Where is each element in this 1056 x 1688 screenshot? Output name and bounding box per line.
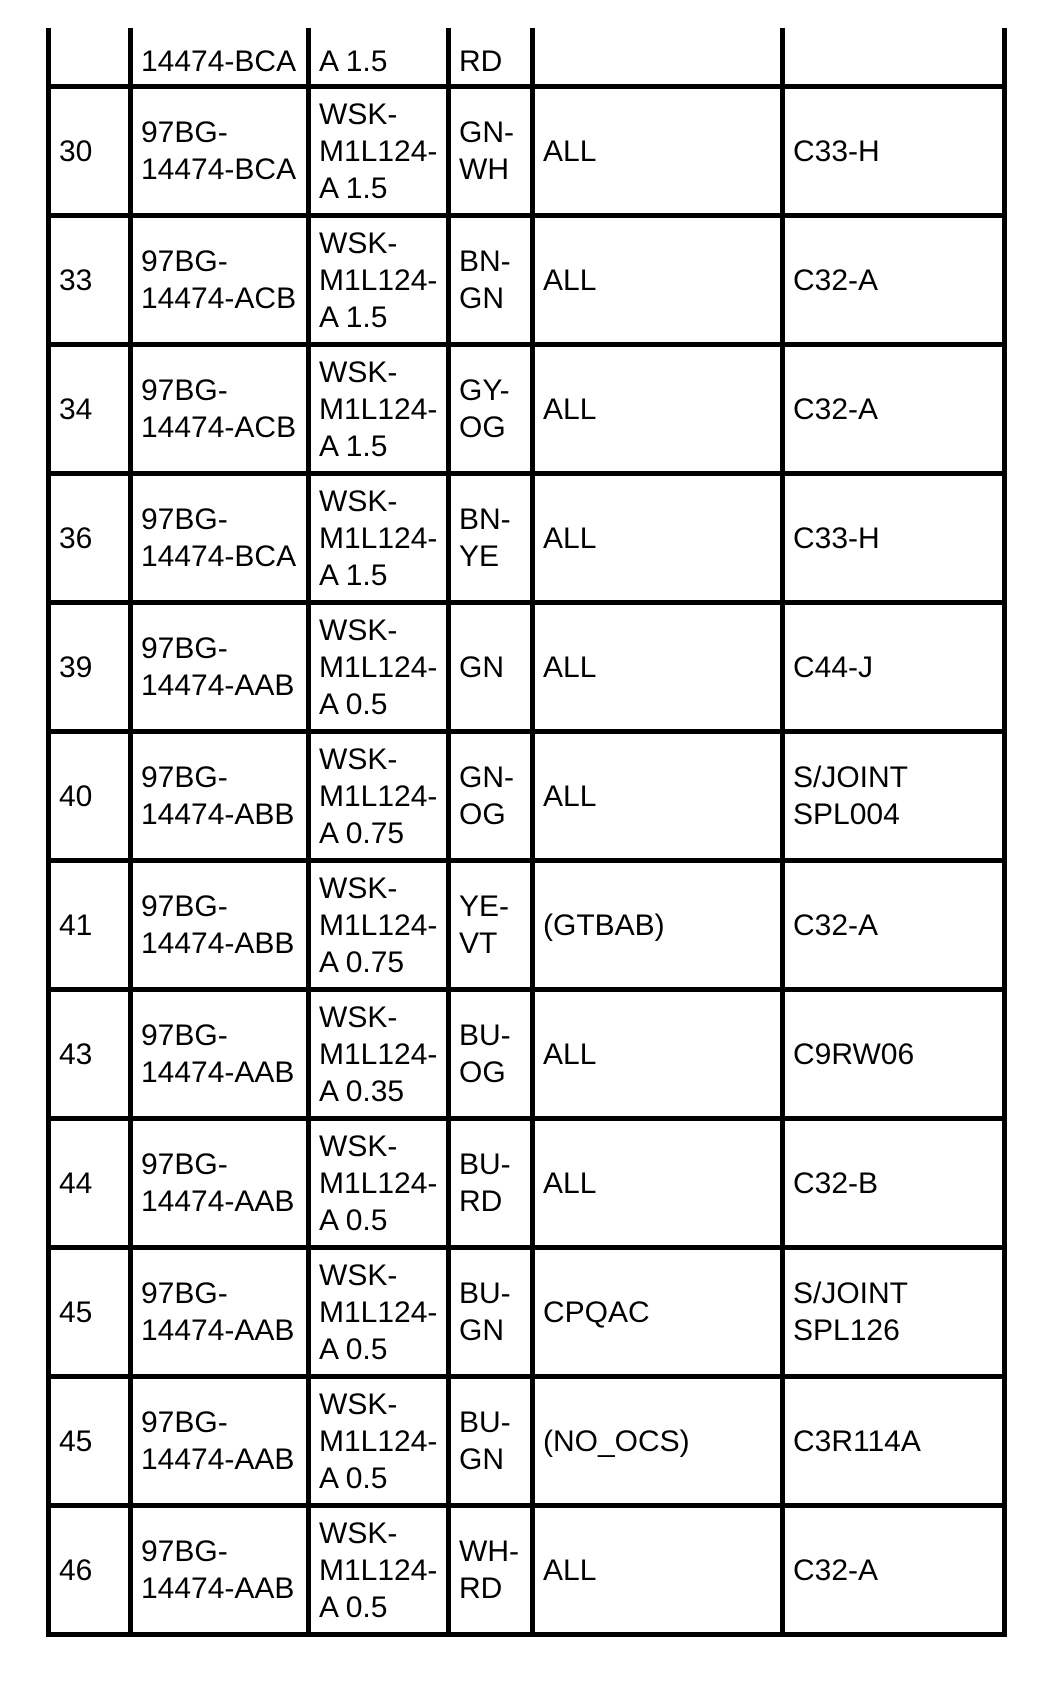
wire-spec-cell: WSK- M1L124- A 0.5 xyxy=(309,603,449,732)
wire-spec-cell: WSK- M1L124- A 1.5 xyxy=(309,216,449,345)
option-cell xyxy=(533,28,783,87)
part-number-cell: 97BG- 14474-AAB xyxy=(131,1119,309,1248)
destination-cell: C3R114A xyxy=(783,1377,1005,1506)
wire-harness-table xyxy=(46,28,1007,1637)
destination-cell: C32-A xyxy=(783,216,1005,345)
table-row xyxy=(49,603,1005,732)
destination-cell: C33-H xyxy=(783,87,1005,216)
part-number-cell: 97BG- 14474-BCA xyxy=(131,87,309,216)
pin-cell: 30 xyxy=(49,87,131,216)
table-row xyxy=(49,345,1005,474)
destination-cell: S/JOINT SPL004 xyxy=(783,732,1005,861)
option-cell: ALL xyxy=(533,474,783,603)
part-number-cell: 97BG- 14474-ACB xyxy=(131,216,309,345)
part-number-cell: 97BG- 14474-AAB xyxy=(131,603,309,732)
part-number-cell: 97BG- 14474-BCA xyxy=(131,474,309,603)
option-cell: (NO_OCS) xyxy=(533,1377,783,1506)
destination-cell: C9RW06 xyxy=(783,990,1005,1119)
pin-cell: 33 xyxy=(49,216,131,345)
option-cell: ALL xyxy=(533,1506,783,1635)
pin-cell: 34 xyxy=(49,345,131,474)
table-row xyxy=(49,1377,1005,1506)
option-cell: ALL xyxy=(533,1119,783,1248)
table-row xyxy=(49,216,1005,345)
table-row xyxy=(49,1506,1005,1635)
wire-spec-cell: WSK- M1L124- A 1.5 xyxy=(309,87,449,216)
color-cell: BU- GN xyxy=(449,1377,533,1506)
pin-cell: 40 xyxy=(49,732,131,861)
table-row xyxy=(49,474,1005,603)
color-cell: WH- RD xyxy=(449,1506,533,1635)
table-row xyxy=(49,861,1005,990)
part-number-cell: 97BG- 14474-ABB xyxy=(131,732,309,861)
part-number-cell: 97BG- 14474-ACB xyxy=(131,345,309,474)
color-cell: BN- YE xyxy=(449,474,533,603)
pin-cell: 43 xyxy=(49,990,131,1119)
option-cell: ALL xyxy=(533,345,783,474)
destination-cell: C32-B xyxy=(783,1119,1005,1248)
option-cell: ALL xyxy=(533,603,783,732)
color-cell: BU- OG xyxy=(449,990,533,1119)
option-cell: ALL xyxy=(533,216,783,345)
part-number-cell: 97BG- 14474-AAB xyxy=(131,1248,309,1377)
pin-cell: 44 xyxy=(49,1119,131,1248)
wire-spec-cell: WSK- M1L124- A 1.5 xyxy=(309,345,449,474)
color-cell: RD xyxy=(449,28,533,87)
part-number-cell: 97BG- 14474-AAB xyxy=(131,990,309,1119)
destination-cell: C32-A xyxy=(783,861,1005,990)
pin-cell: 45 xyxy=(49,1377,131,1506)
table-row xyxy=(49,990,1005,1119)
pin-cell xyxy=(49,28,131,87)
wire-spec-cell: WSK- M1L124- A 0.5 xyxy=(309,1377,449,1506)
color-cell: GY- OG xyxy=(449,345,533,474)
wire-spec-cell: WSK- M1L124- A 0.35 xyxy=(309,990,449,1119)
table-row xyxy=(49,732,1005,861)
color-cell: YE- VT xyxy=(449,861,533,990)
option-cell: ALL xyxy=(533,990,783,1119)
color-cell: GN xyxy=(449,603,533,732)
pin-cell: 39 xyxy=(49,603,131,732)
destination-cell xyxy=(783,28,1005,87)
pin-cell: 41 xyxy=(49,861,131,990)
wire-spec-cell: WSK- M1L124- A 1.5 xyxy=(309,474,449,603)
color-cell: BU- GN xyxy=(449,1248,533,1377)
destination-cell: C32-A xyxy=(783,1506,1005,1635)
option-cell: ALL xyxy=(533,87,783,216)
option-cell: CPQAC xyxy=(533,1248,783,1377)
color-cell: BU- RD xyxy=(449,1119,533,1248)
destination-cell: C32-A xyxy=(783,345,1005,474)
destination-cell: C33-H xyxy=(783,474,1005,603)
wire-spec-cell: WSK- M1L124- A 0.5 xyxy=(309,1506,449,1635)
destination-cell: C44-J xyxy=(783,603,1005,732)
option-cell: ALL xyxy=(533,732,783,861)
color-cell: BN- GN xyxy=(449,216,533,345)
wire-spec-cell: WSK- M1L124- A 0.5 xyxy=(309,1119,449,1248)
wire-spec-cell: WSK- M1L124- A 0.75 xyxy=(309,861,449,990)
pin-cell: 46 xyxy=(49,1506,131,1635)
color-cell: GN- OG xyxy=(449,732,533,861)
destination-cell: S/JOINT SPL126 xyxy=(783,1248,1005,1377)
wire-spec-cell: WSK- M1L124- A 0.5 xyxy=(309,1248,449,1377)
table-row-partial xyxy=(49,28,1005,87)
color-cell: GN- WH xyxy=(449,87,533,216)
part-number-cell: 97BG- 14474-ABB xyxy=(131,861,309,990)
wire-spec-cell: A 1.5 xyxy=(309,28,449,87)
pin-cell: 45 xyxy=(49,1248,131,1377)
option-cell: (GTBAB) xyxy=(533,861,783,990)
pin-cell: 36 xyxy=(49,474,131,603)
table-row xyxy=(49,87,1005,216)
table-row xyxy=(49,1119,1005,1248)
part-number-cell: 97BG- 14474-AAB xyxy=(131,1506,309,1635)
wire-spec-cell: WSK- M1L124- A 0.75 xyxy=(309,732,449,861)
part-number-cell: 97BG- 14474-AAB xyxy=(131,1377,309,1506)
table-row xyxy=(49,1248,1005,1377)
part-number-cell: 14474-BCA xyxy=(131,28,309,87)
